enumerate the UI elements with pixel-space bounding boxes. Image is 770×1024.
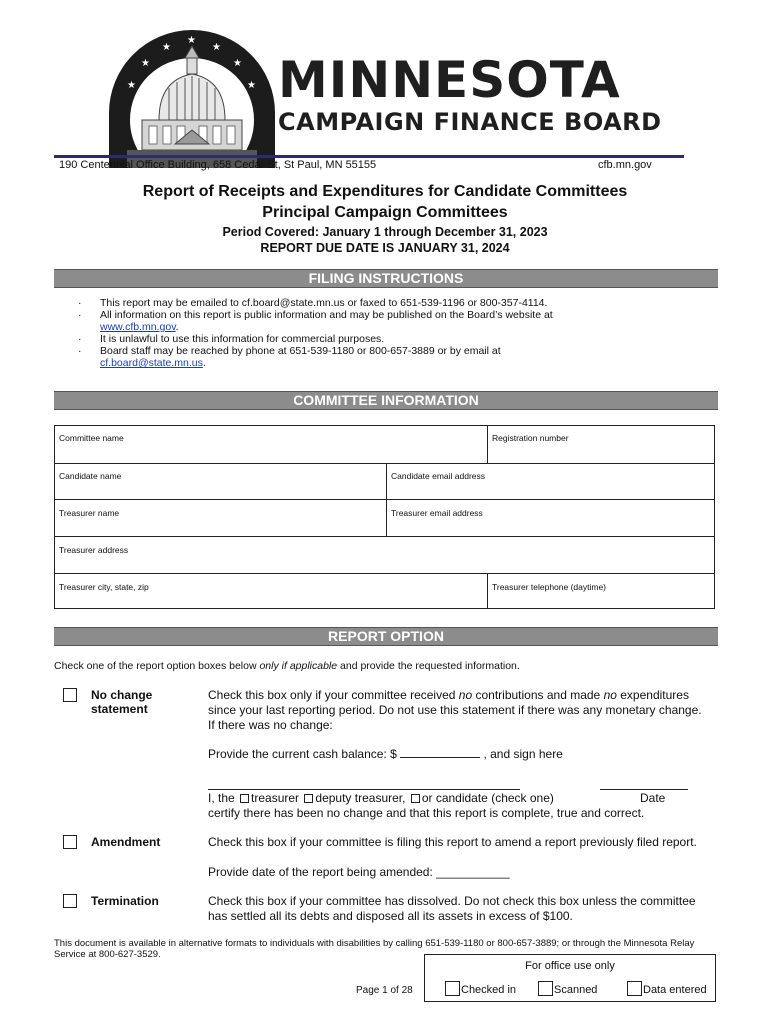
- svg-text:★: ★: [247, 80, 256, 91]
- board-address: 190 Centennial Office Building, 658 Cedar St, St Paul, MN 55155: [59, 159, 377, 171]
- termination-checkbox[interactable]: [63, 894, 77, 908]
- board-website-link[interactable]: www.cfb.mn.gov: [100, 321, 176, 333]
- treasurer-city-field[interactable]: Treasurer city, state, zip: [59, 582, 149, 592]
- amendment-description: Check this box if your committee is filing this report to amend a report previously filed report.: [208, 835, 697, 849]
- signature-line[interactable]: [208, 789, 520, 790]
- treasurer-name-field[interactable]: Treasurer name: [59, 508, 120, 518]
- no-change-checkbox[interactable]: [63, 688, 77, 702]
- certification-text: certify there has been no change and that this report is complete, true and correct.: [208, 806, 645, 820]
- treasurer-phone-field[interactable]: Treasurer telephone (daytime): [492, 582, 607, 592]
- svg-text:★: ★: [162, 42, 171, 53]
- header-rule: [54, 155, 684, 158]
- svg-text:★: ★: [141, 58, 150, 69]
- cash-balance-prompt: Provide the current cash balance: $ , and sign here: [208, 747, 563, 761]
- registration-number-field[interactable]: Registration number: [492, 433, 569, 443]
- office-use-title: For office use only: [525, 960, 615, 972]
- board-email-link[interactable]: cf.board@state.mn.us: [100, 357, 203, 369]
- scanned-item: Scanned: [538, 981, 597, 996]
- filing-instructions-heading: FILING INSTRUCTIONS: [54, 269, 718, 288]
- committee-information-heading: COMMITTEE INFORMATION: [54, 391, 718, 410]
- office-use-box: [424, 954, 716, 1002]
- termination-description: Check this box if your committee has dissolved. Do not check this box unless the committee has settled all its debts and disposed all its assets in excess of $100.: [208, 894, 696, 923]
- svg-text:★: ★: [233, 58, 242, 69]
- brand-subtitle: CAMPAIGN FINANCE BOARD: [278, 108, 662, 136]
- list-item: · All information on this report is public information and may be published on the Board’s website at www.cfb.mn.gov.: [78, 309, 598, 333]
- committee-name-field[interactable]: Committee name: [59, 433, 124, 443]
- report-subtitle: Principal Campaign Committees: [262, 204, 508, 221]
- committee-information-form: [54, 425, 715, 609]
- date-line[interactable]: [600, 789, 688, 790]
- treasurer-address-field[interactable]: Treasurer address: [59, 545, 129, 555]
- date-label: Date: [640, 791, 666, 805]
- deputy-treasurer-checkbox[interactable]: [304, 794, 313, 803]
- page-number: Page 1 of 28: [356, 985, 413, 996]
- candidate-name-field[interactable]: Candidate name: [59, 471, 122, 481]
- report-option-intro: Check one of the report option boxes below only if applicable and provide the requested information.: [54, 660, 520, 672]
- candidate-email-field[interactable]: Candidate email address: [391, 471, 486, 481]
- amended-report-date-prompt[interactable]: Provide date of the report being amended: ___________: [208, 865, 510, 879]
- report-option-heading: REPORT OPTION: [54, 627, 718, 646]
- board-website[interactable]: cfb.mn.gov: [598, 159, 652, 171]
- accessibility-note: This document is available in alternative formats to individuals with disabilities by calling 651-539-1180 or 800-657-3889; or through the Minnesota Relay Service at 800-627-3529.: [54, 938, 695, 960]
- list-item: · This report may be emailed to cf.board@state.mn.us or faxed to 651-539-1196 or 800-357-4114.: [78, 297, 598, 309]
- candidate-checkbox[interactable]: [411, 794, 420, 803]
- svg-text:★: ★: [127, 80, 136, 91]
- list-item: · It is unlawful to use this information for commercial purposes.: [78, 333, 598, 345]
- filing-instructions-list: [78, 297, 598, 369]
- treasurer-email-field[interactable]: Treasurer email address: [391, 508, 483, 518]
- amendment-checkbox[interactable]: [63, 835, 77, 849]
- termination-label: Termination: [91, 894, 159, 908]
- list-item: · Board staff may be reached by phone at 651-539-1180 or 800-657-3889 or by email at cf.board@state.mn.us.: [78, 345, 598, 369]
- no-change-description: Check this box only if your committee received no contributions and made no expenditures since your last reporting period. Do not use this statement if there was any monetary change. If there was no change:: [208, 688, 702, 732]
- svg-text:★: ★: [212, 42, 221, 53]
- scanned-checkbox[interactable]: [538, 981, 553, 996]
- report-title: Report of Receipts and Expenditures for Candidate Committees: [142, 183, 628, 200]
- period-covered: Period Covered: January 1 through December 31, 2023: [222, 225, 548, 239]
- checked-in-checkbox[interactable]: [445, 981, 460, 996]
- no-change-label: No change statement: [91, 688, 153, 716]
- svg-text:★: ★: [187, 35, 196, 46]
- capitol-seal-logo: [107, 28, 277, 168]
- data-entered-item: Data entered: [627, 981, 707, 996]
- brand-title: MINNESOTA: [278, 51, 621, 109]
- cash-balance-input[interactable]: [400, 746, 480, 758]
- data-entered-checkbox[interactable]: [627, 981, 642, 996]
- checked-in-item: Checked in: [445, 981, 516, 996]
- treasurer-checkbox[interactable]: [240, 794, 249, 803]
- amendment-label: Amendment: [91, 835, 161, 849]
- certification-statement: I, the treasurer deputy treasurer, or candidate (check one): [208, 791, 554, 805]
- report-due-date: REPORT DUE DATE IS JANUARY 31, 2024: [260, 241, 510, 255]
